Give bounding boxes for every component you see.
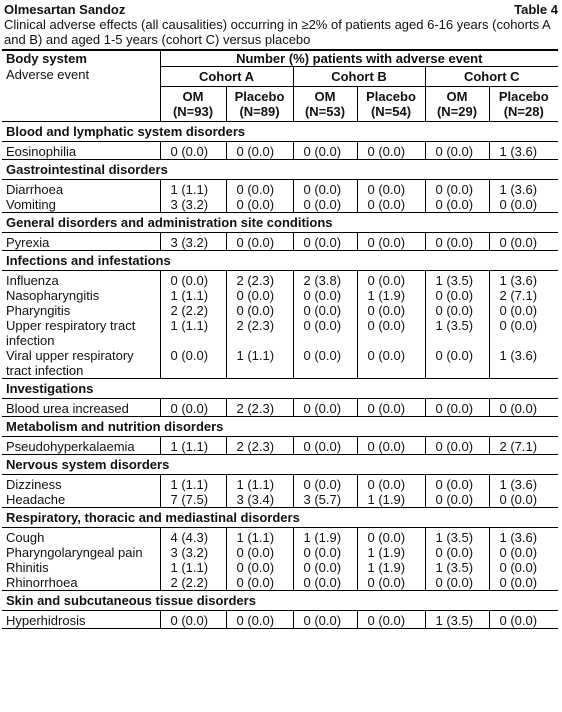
event-label: Cough (2, 528, 160, 546)
value-cell: 1 (1.1) (160, 560, 226, 575)
col-sub-name: OM (314, 89, 336, 104)
value-cell: 0 (0.0) (489, 233, 558, 251)
value-cell: 2 (2.3) (226, 437, 293, 455)
table-row (2, 611, 558, 629)
value-cell: 0 (0.0) (357, 437, 425, 455)
table-row (2, 437, 558, 455)
value-cell: 0 (0.0) (160, 348, 226, 379)
value-cell: 0 (0.0) (226, 560, 293, 575)
col-sub-n: (N=29) (436, 104, 478, 119)
value-cell: 0 (0.0) (489, 560, 558, 575)
value-cell: 0 (0.0) (425, 545, 489, 560)
value-cell: 0 (0.0) (357, 271, 425, 289)
value-cell: 0 (0.0) (160, 399, 226, 417)
value-cell: 1 (3.6) (489, 475, 558, 493)
event-label: Headache (6, 492, 66, 507)
col-adverse-event: Adverse event (6, 66, 90, 82)
value-cell: 0 (0.0) (489, 545, 558, 560)
value-cell: 0 (0.0) (293, 475, 357, 493)
section-row (2, 508, 558, 528)
value-cell: 0 (0.0) (425, 475, 489, 493)
value-cell: 0 (0.0) (293, 303, 357, 318)
value-cell: 0 (0.0) (160, 611, 226, 629)
value-cell: 0 (0.0) (357, 348, 425, 379)
event-label: Diarrhoea (2, 180, 160, 198)
value-cell: 0 (0.0) (425, 142, 489, 160)
table-row (2, 180, 558, 198)
value-cell: 2 (2.2) (160, 303, 226, 318)
value-cell: 0 (0.0) (357, 611, 425, 629)
col-cohort-a: Cohort A (160, 67, 293, 87)
section-row (2, 251, 558, 271)
section-row (2, 160, 558, 180)
value-cell: 0 (0.0) (489, 399, 558, 417)
event-label: Vomiting (6, 197, 56, 212)
value-cell: 0 (0.0) (489, 318, 558, 348)
table-row (2, 318, 558, 348)
value-cell: 0 (0.0) (489, 611, 558, 629)
value-cell: 1 (1.9) (357, 560, 425, 575)
col-sub-name: Placebo (498, 89, 549, 104)
section-row (2, 122, 558, 142)
value-cell: 0 (0.0) (160, 142, 226, 160)
event-label: Viral upper respiratory tract infection (6, 348, 134, 378)
value-cell: 3 (3.2) (160, 233, 226, 251)
value-cell: 0 (0.0) (293, 197, 357, 213)
table-row (2, 492, 558, 508)
table-body (2, 122, 558, 629)
value-cell: 1 (3.5) (425, 271, 489, 289)
value-cell: 0 (0.0) (293, 545, 357, 560)
value-cell: 0 (0.0) (357, 399, 425, 417)
table-row (2, 528, 558, 546)
value-cell: 1 (1.9) (293, 528, 357, 546)
col-sub-2 (293, 87, 357, 122)
value-cell: 0 (0.0) (293, 180, 357, 198)
col-sub-4 (425, 87, 489, 122)
col-sub-1 (226, 87, 293, 122)
value-cell: 0 (0.0) (425, 348, 489, 379)
table-row (2, 399, 558, 417)
event-label: Influenza (2, 271, 160, 289)
col-sub-0 (160, 87, 226, 122)
value-cell: 0 (0.0) (226, 575, 293, 591)
event-label: Pharyngitis (6, 303, 71, 318)
value-cell: 0 (0.0) (357, 303, 425, 318)
value-cell: 1 (3.6) (489, 271, 558, 289)
value-cell: 2 (2.3) (226, 271, 293, 289)
event-label: Pharyngolaryngeal pain (6, 545, 143, 560)
value-cell: 0 (0.0) (425, 575, 489, 591)
value-cell: 3 (3.2) (160, 545, 226, 560)
value-cell: 1 (3.6) (489, 180, 558, 198)
col-sub-n: (N=93) (172, 104, 214, 119)
value-cell: 2 (7.1) (489, 437, 558, 455)
value-cell: 2 (2.2) (160, 575, 226, 591)
value-cell: 1 (3.6) (489, 528, 558, 546)
col-cohort-c: Cohort C (425, 67, 558, 87)
col-sub-5 (489, 87, 558, 122)
table-row (2, 545, 558, 560)
table-row (2, 348, 558, 379)
section-title: Blood and lymphatic system disorders (2, 122, 558, 142)
value-cell: 0 (0.0) (357, 142, 425, 160)
event-label: Rhinitis (6, 560, 49, 575)
event-label: Eosinophilia (2, 142, 160, 160)
value-cell: 0 (0.0) (226, 288, 293, 303)
value-cell: 1 (1.1) (160, 475, 226, 493)
value-cell: 0 (0.0) (293, 575, 357, 591)
value-cell: 0 (0.0) (293, 437, 357, 455)
value-cell: 0 (0.0) (293, 348, 357, 379)
section-title: Nervous system disorders (2, 455, 558, 475)
table-number: Table 4 (514, 2, 558, 17)
value-cell: 0 (0.0) (293, 399, 357, 417)
value-cell: 0 (0.0) (293, 233, 357, 251)
value-cell: 0 (0.0) (293, 288, 357, 303)
value-cell: 0 (0.0) (293, 142, 357, 160)
value-cell: 0 (0.0) (425, 180, 489, 198)
value-cell: 0 (0.0) (357, 180, 425, 198)
value-cell: 3 (3.2) (160, 197, 226, 213)
value-cell: 0 (0.0) (226, 545, 293, 560)
value-cell: 1 (3.5) (425, 318, 489, 348)
col-sub-name: OM (446, 89, 468, 104)
value-cell: 1 (1.1) (160, 318, 226, 348)
value-cell: 2 (2.3) (226, 318, 293, 348)
value-cell: 1 (1.1) (226, 348, 293, 379)
value-cell: 1 (1.1) (160, 437, 226, 455)
table-row (2, 560, 558, 575)
event-label: Pyrexia (2, 233, 160, 251)
table-row (2, 303, 558, 318)
value-cell: 3 (3.4) (226, 492, 293, 508)
col-cohort-b: Cohort B (293, 67, 425, 87)
section-row (2, 417, 558, 437)
value-cell: 0 (0.0) (357, 475, 425, 493)
section-title: Metabolism and nutrition disorders (2, 417, 558, 437)
value-cell: 1 (1.1) (226, 475, 293, 493)
section-row (2, 591, 558, 611)
value-cell: 1 (1.9) (357, 288, 425, 303)
value-cell: 1 (3.5) (425, 528, 489, 546)
value-cell: 0 (0.0) (489, 303, 558, 318)
table-row (2, 288, 558, 303)
col-sub-name: Placebo (366, 89, 416, 104)
value-cell: 4 (4.3) (160, 528, 226, 546)
value-cell: 0 (0.0) (489, 492, 558, 508)
value-cell: 1 (1.1) (160, 288, 226, 303)
value-cell: 0 (0.0) (357, 575, 425, 591)
section-row (2, 379, 558, 399)
table-row (2, 575, 558, 591)
section-title: Respiratory, thoracic and mediastinal disorders (2, 508, 558, 528)
value-cell: 1 (1.9) (357, 492, 425, 508)
value-cell: 0 (0.0) (357, 528, 425, 546)
value-cell: 0 (0.0) (293, 611, 357, 629)
col-sub-n: (N=53) (304, 104, 346, 119)
adverse-events-table (2, 49, 558, 629)
table-row (2, 142, 558, 160)
value-cell: 0 (0.0) (226, 303, 293, 318)
value-cell: 0 (0.0) (425, 197, 489, 213)
value-cell: 0 (0.0) (357, 318, 425, 348)
event-label: Blood urea increased (2, 399, 160, 417)
value-cell: 0 (0.0) (425, 492, 489, 508)
value-cell: 0 (0.0) (226, 197, 293, 213)
event-label: Upper respiratory tract infection (6, 318, 136, 348)
value-cell: 1 (3.6) (489, 348, 558, 379)
value-cell: 2 (3.8) (293, 271, 357, 289)
col-sub-name: OM (182, 89, 204, 104)
col-body-system: Body system (2, 50, 160, 67)
table-row (2, 475, 558, 493)
value-cell: 0 (0.0) (226, 611, 293, 629)
value-cell: 0 (0.0) (293, 318, 357, 348)
col-sub-3 (357, 87, 425, 122)
value-cell: 0 (0.0) (226, 142, 293, 160)
value-cell: 0 (0.0) (160, 271, 226, 289)
value-cell: 1 (3.5) (425, 611, 489, 629)
table-row (2, 197, 558, 213)
value-cell: 1 (3.5) (425, 560, 489, 575)
col-sub-n: (N=28) (503, 104, 544, 119)
value-cell: 1 (3.6) (489, 142, 558, 160)
value-cell: 0 (0.0) (357, 197, 425, 213)
value-cell: 0 (0.0) (293, 560, 357, 575)
value-cell: 0 (0.0) (489, 575, 558, 591)
col-sub-name: Placebo (234, 89, 285, 104)
value-cell: 0 (0.0) (425, 399, 489, 417)
value-cell: 0 (0.0) (489, 197, 558, 213)
section-title: General disorders and administration site conditions (2, 213, 558, 233)
table-row (2, 233, 558, 251)
table-header (0, 0, 562, 47)
value-cell: 1 (1.1) (226, 528, 293, 546)
section-title: Investigations (2, 379, 558, 399)
value-cell: 0 (0.0) (425, 288, 489, 303)
value-cell: 7 (7.5) (160, 492, 226, 508)
col-number-header: Number (%) patients with adverse event (160, 50, 558, 67)
event-label: Dizziness (2, 475, 160, 493)
section-title: Gastrointestinal disorders (2, 160, 558, 180)
value-cell: 1 (1.1) (160, 180, 226, 198)
section-row (2, 455, 558, 475)
value-cell: 0 (0.0) (357, 233, 425, 251)
value-cell: 0 (0.0) (425, 437, 489, 455)
section-title: Skin and subcutaneous tissue disorders (2, 591, 558, 611)
section-title: Infections and infestations (2, 251, 558, 271)
event-label: Nasopharyngitis (6, 288, 100, 303)
value-cell: 1 (1.9) (357, 545, 425, 560)
table-caption: Clinical adverse effects (all causalities) occurring in ≥2% of patients aged 6-16 years (cohorts A and B) and aged 1-5 years (cohort C) versus placebo (4, 17, 550, 47)
value-cell: 0 (0.0) (226, 180, 293, 198)
table-row (2, 271, 558, 289)
col-sub-n: (N=89) (239, 104, 280, 119)
event-label: Rhinorrhoea (6, 575, 78, 590)
value-cell: 0 (0.0) (425, 233, 489, 251)
col-sub-n: (N=54) (370, 104, 412, 119)
value-cell: 2 (7.1) (489, 288, 558, 303)
event-label: Hyperhidrosis (2, 611, 160, 629)
value-cell: 3 (5.7) (293, 492, 357, 508)
value-cell: 2 (2.3) (226, 399, 293, 417)
event-label: Pseudohyperkalaemia (2, 437, 160, 455)
value-cell: 0 (0.0) (425, 303, 489, 318)
value-cell: 0 (0.0) (226, 233, 293, 251)
product-title: Olmesartan Sandoz (4, 2, 126, 17)
section-row (2, 213, 558, 233)
